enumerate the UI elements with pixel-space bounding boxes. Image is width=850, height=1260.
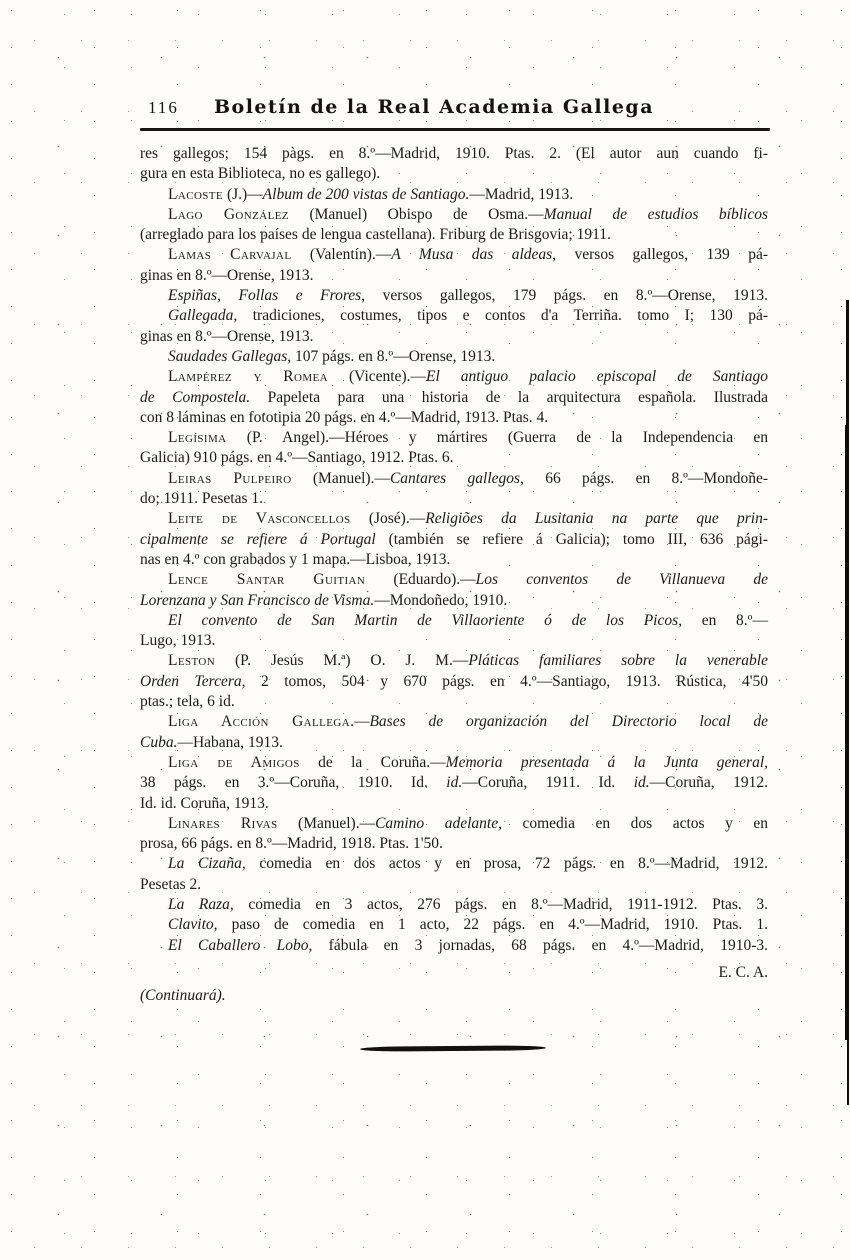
text-line <box>140 854 768 874</box>
work-title: Cantares gallegos, <box>389 469 524 487</box>
text-segment: E. C. A. <box>718 963 768 981</box>
text-segment: (J.)— <box>223 185 263 203</box>
text-line <box>140 672 768 692</box>
text-line <box>140 489 768 509</box>
author-name: Leite de Vasconcellos <box>168 510 351 528</box>
work-title: Saudades Gallegas, <box>168 347 292 365</box>
text-segment: (Manuel) Obispo de Osma.— <box>288 205 544 223</box>
work-title: El Caballero Lobo, <box>168 936 313 954</box>
text-segment: (arreglado para los países de lengua castellana). Friburg de Brisgovia; 1911. <box>140 226 611 244</box>
text-line <box>140 428 768 448</box>
text-line <box>140 530 768 550</box>
author-name: Lago González <box>168 205 289 223</box>
text-segment: (Manuel).— <box>291 469 390 487</box>
text-segment: gura en esta Biblioteca, no es gallego). <box>140 165 381 183</box>
text-segment: comedia en 3 actos, 276 págs. en 8.º—Madrid, 1911-1912. Ptas. 3. <box>233 895 768 913</box>
text-line <box>140 509 768 529</box>
work-title: Gallegada, <box>168 307 238 325</box>
author-name: Liga de Amigos <box>168 753 300 771</box>
text-segment: Galicia) 910 págs. en 4.º—Santiago, 1912. Ptas. 6. <box>140 449 454 467</box>
text-line <box>140 225 768 245</box>
text-line <box>140 469 768 489</box>
text-line <box>140 692 768 712</box>
work-title: El antiguo palacio episcopal de Santiago <box>425 368 768 386</box>
text-segment: (Valentín).— <box>291 246 392 264</box>
text-segment: ginas en 8.º—Orense, 1913. <box>140 327 314 345</box>
signature-initials <box>140 963 768 983</box>
text-line <box>140 306 768 326</box>
text-line <box>140 286 768 306</box>
work-title: Manual de estudios bíblicos <box>543 205 768 223</box>
work-title: Camino adelante, <box>375 814 502 832</box>
scan-edge-artifact <box>847 1040 849 1105</box>
text-segment: (P. Jesús M.ª) O. J. M.— <box>215 652 469 670</box>
text-line <box>140 164 768 184</box>
text-segment: (Manuel).— <box>277 814 376 832</box>
text-line <box>140 895 768 915</box>
text-segment: versos gallegos, 179 págs. en 8.º—Orense, 1913. <box>365 287 769 305</box>
text-line <box>140 388 768 408</box>
author-name: Lacoste <box>168 185 224 203</box>
text-line <box>140 205 768 225</box>
text-segment: —Madrid, 1913. <box>469 185 574 203</box>
text-line <box>140 794 768 814</box>
text-line <box>140 814 768 834</box>
text-segment: Id. id. Coruña, 1913. <box>140 794 269 812</box>
text-line <box>140 631 768 651</box>
text-segment: comedia en dos actos y en prosa, 72 págs. en 8.º—Madrid, 1912. <box>245 855 768 873</box>
text-segment: ginas en 8.º—Orense, 1913. <box>140 266 314 284</box>
text-line <box>140 712 768 732</box>
work-title: Orden Tercera, <box>140 672 246 690</box>
text-segment: (Eduardo).— <box>365 571 476 589</box>
author-name: Leiras Pulpeiro <box>168 469 292 487</box>
text-line <box>140 570 768 590</box>
text-segment: Lugo, 1913. <box>140 632 216 650</box>
page-number: 116 <box>148 98 179 117</box>
work-title: Pláticas familiares sobre la venerable <box>468 652 768 670</box>
text-segment: en 8.º— <box>682 611 768 629</box>
text-segment: Papeleta para una historia de la arquitectura española. Ilustrada <box>250 388 769 406</box>
header-rule <box>140 128 770 131</box>
work-title: id. <box>446 774 463 792</box>
author-name: Liga Acción Gallega <box>168 713 351 731</box>
text-segment: 2 tomos, 504 y 670 págs. en 4.º—Santiago, 1913. Rústica, 4'50 <box>245 672 768 690</box>
text-segment: (José).— <box>350 510 426 528</box>
work-title: A Musa das aldeas, <box>391 246 557 264</box>
work-title: Cuba. <box>140 733 178 751</box>
work-title: Bases de organización del Directorio local de <box>369 713 768 731</box>
text-line <box>140 753 768 773</box>
text-segment: versos gallegos, 139 pá- <box>556 246 768 264</box>
text-segment: paso de comedia en 1 acto, 22 págs. en 4.º—Madrid, 1910. Ptas. 1. <box>217 916 768 934</box>
text-segment: prosa, 66 págs. en 8.º—Madrid, 1918. Ptas. 1'50. <box>140 835 443 853</box>
text-segment: (P. Angel).—Héroes y mártires (Guerra de la Independencia en <box>226 429 768 447</box>
text-line <box>140 936 768 956</box>
text-line <box>140 651 768 671</box>
text-segment: —Coruña, 1912. <box>649 774 768 792</box>
text-segment: tradiciones, costumes, tipos e contos d'a Terriña. tomo I; 130 pá- <box>237 307 768 325</box>
author-name: Lamas Carvajal <box>168 246 292 264</box>
text-segment: —Coruña, 1911. Id. <box>462 774 634 792</box>
work-title: La Cizaña, <box>168 855 246 873</box>
author-name: Linares Rivas <box>168 814 278 832</box>
text-block <box>140 144 768 1006</box>
text-segment: do; 1911. Pesetas 1. <box>140 490 263 508</box>
text-line <box>140 266 768 286</box>
text-line <box>140 448 768 468</box>
text-line <box>140 327 768 347</box>
text-segment: —Habana, 1913. <box>177 733 283 751</box>
text-segment: .— <box>350 713 370 731</box>
scan-edge-artifact <box>846 300 849 425</box>
work-title: El convento de San Martin de Villaoriente ó de los Picos, <box>168 611 683 629</box>
work-title: Religiões da Lusitania na parte que prin- <box>425 510 768 528</box>
text-line <box>140 245 768 265</box>
text-segment: 107 págs. en 8.º—Orense, 1913. <box>291 347 496 365</box>
work-title: (Continuará). <box>140 987 226 1005</box>
text-segment: —Mondoñedo, 1910. <box>374 591 508 609</box>
text-segment: 38 págs. en 3.º—Coruña, 1910. Id. <box>140 774 447 792</box>
text-line <box>140 773 768 793</box>
author-name: Lence Santar Guitian <box>168 571 366 589</box>
work-title: de Compostela. <box>140 388 251 406</box>
text-line <box>140 834 768 854</box>
text-segment: con 8 láminas en fototipia 20 págs. en 4.º—Madrid, 1913. Ptas. 4. <box>140 408 549 426</box>
text-segment: comedia en dos actos y en <box>501 814 769 832</box>
text-line <box>140 875 768 895</box>
text-line <box>140 733 768 753</box>
text-segment: de la Coruña.— <box>299 753 446 771</box>
text-segment: ptas.; tela, 6 id. <box>140 693 235 711</box>
text-segment: (también se refiere á Galicia); tomo III, 636 pági- <box>375 530 768 548</box>
text-segment: Pesetas 2. <box>140 875 202 893</box>
author-name: Legísima <box>168 429 227 447</box>
work-title: Espiñas, Follas e Frores, <box>168 287 366 305</box>
work-title: Clavito, <box>168 916 218 934</box>
text-segment: fábula en 3 jornadas, 68 págs. en 4.º—Madrid, 1910-3. <box>312 936 768 954</box>
work-title: Los conventos de Villanueva de <box>475 571 768 589</box>
text-line <box>140 550 768 570</box>
text-segment: 66 págs. en 8.º—Mondoñe- <box>523 469 768 487</box>
text-line <box>140 185 768 205</box>
section-end-rule <box>360 1045 546 1051</box>
running-header <box>140 96 768 122</box>
text-line <box>140 591 768 611</box>
text-segment: (Vicente).— <box>327 368 426 386</box>
work-title: La Raza, <box>168 895 234 913</box>
header-title: Boletín de la Real Academia Gallega <box>213 96 654 118</box>
author-name: Lampérez y Romea <box>168 368 328 386</box>
work-title: id. <box>633 774 650 792</box>
text-line <box>140 144 768 164</box>
text-line <box>140 611 768 631</box>
text-line <box>140 367 768 387</box>
text-segment: nas en 4.º con grabados y 1 mapa.—Lisboa, 1913. <box>140 550 451 568</box>
text-line <box>140 915 768 935</box>
text-line <box>140 408 768 428</box>
work-title: Memoria presentada á la Junta general, <box>445 753 768 771</box>
work-title: Album de 200 vistas de Santiago. <box>262 185 470 203</box>
work-title: cipalmente se refiere á Portugal <box>140 530 376 548</box>
scan-edge-artifact <box>845 425 849 1040</box>
text-line <box>140 347 768 367</box>
work-title: Lorenzana y San Francisco de Visma. <box>140 591 375 609</box>
text-segment: res gallegos; 154 pàgs. en 8.º—Madrid, 1910. Ptas. 2. (El autor aun cuando fi- <box>140 145 768 162</box>
continuation-note <box>140 986 768 1006</box>
author-name: Leston <box>168 652 216 670</box>
